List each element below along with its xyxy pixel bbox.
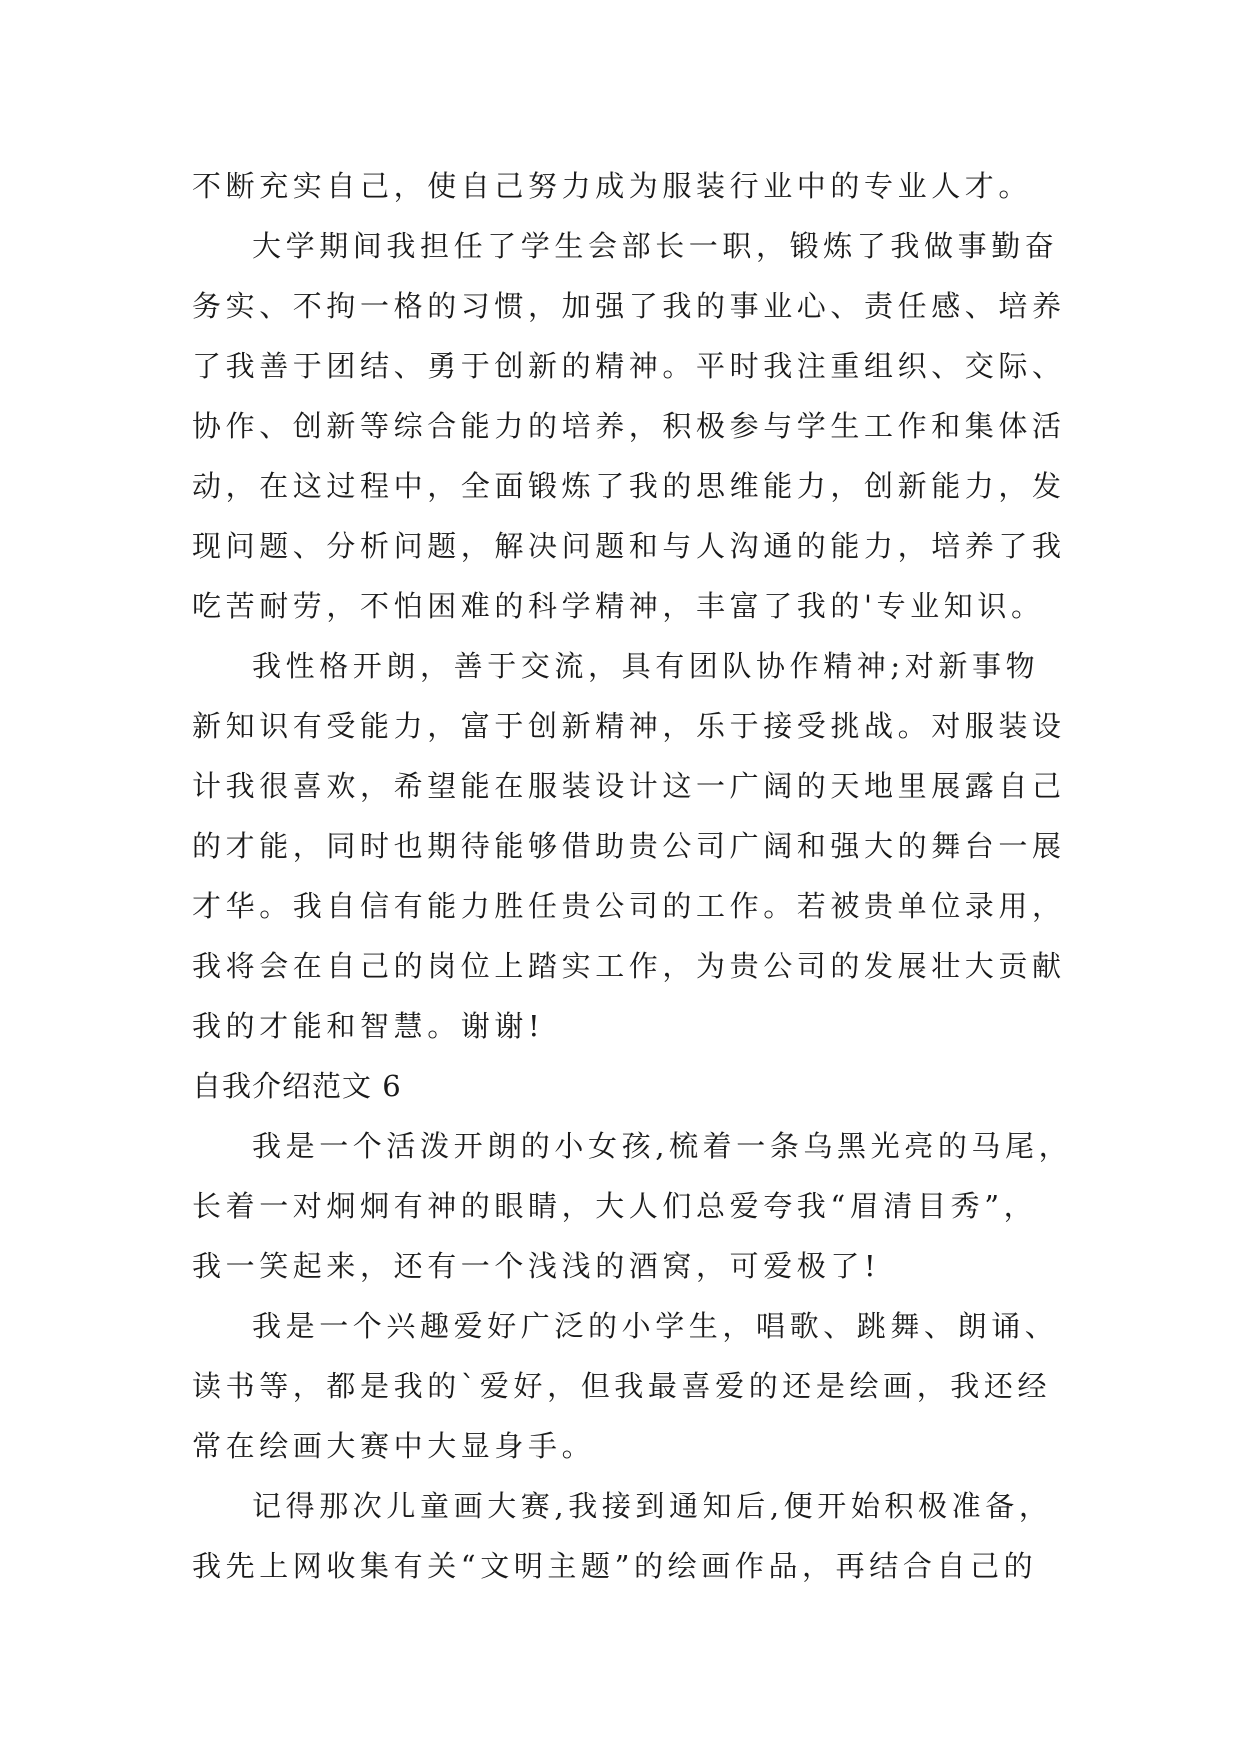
text-line: 长着一对炯炯有神的眼睛，大人们总爱夸我“眉清目秀”， [192,1189,1038,1223]
paragraph-first-line: 记得那次儿童画大赛,我接到通知后,便开始积极准备， [252,1489,1053,1523]
text-line: 不断充实自己，使自己努力成为服装行业中的专业人才。 [192,169,1033,203]
paragraph-first-line: 我是一个活泼开朗的小女孩,梳着一条乌黑光亮的马尾， [252,1129,1073,1163]
text-line: 我先上网收集有关“文明主题”的绘画作品，再结合自己的 [192,1549,1038,1583]
text-line: 现问题、分析问题，解决问题和与人沟通的能力，培养了我 [192,529,1066,563]
text-line: 计我很喜欢，希望能在服装设计这一广阔的天地里展露自己 [192,769,1066,803]
text-line: 读书等，都是我的`爱好，但我最喜爱的还是绘画，我还经 [192,1369,1052,1403]
paragraph-first-line: 我性格开朗，善于交流，具有团队协作精神;对新事物 [252,649,1040,683]
text-line: 我的才能和智慧。谢谢! [192,1009,545,1043]
paragraph-first-line: 我是一个兴趣爱好广泛的小学生，唱歌、跳舞、朗诵、 [252,1309,1059,1343]
text-line: 动，在这过程中，全面锻炼了我的思维能力，创新能力，发 [192,469,1066,503]
text-line: 新知识有受能力，富于创新精神，乐于接受挑战。对服装设 [192,709,1066,743]
text-line: 我一笑起来，还有一个浅浅的酒窝，可爱极了! [192,1249,881,1283]
text-line: 了我善于团结、勇于创新的精神。平时我注重组织、交际、 [192,349,1066,383]
text-line: 常在绘画大赛中大显身手。 [192,1429,596,1463]
text-line: 我将会在自己的岗位上踏实工作，为贵公司的发展壮大贡献 [192,949,1066,983]
text-line: 协作、创新等综合能力的培养，积极参与学生工作和集体活 [192,409,1066,443]
text-line: 吃苦耐劳，不怕困难的科学精神，丰富了我的'专业知识。 [192,589,1045,623]
section-heading: 自我介绍范文 6 [192,1069,402,1103]
paragraph-first-line: 大学期间我担任了学生会部长一职，锻炼了我做事勤奋 [252,229,1059,263]
text-line: 务实、不拘一格的习惯，加强了我的事业心、责任感、培养 [192,289,1066,323]
text-line: 的才能，同时也期待能够借助贵公司广阔和强大的舞台一展 [192,829,1066,863]
text-line: 才华。我自信有能力胜任贵公司的工作。若被贵单位录用， [192,889,1066,923]
